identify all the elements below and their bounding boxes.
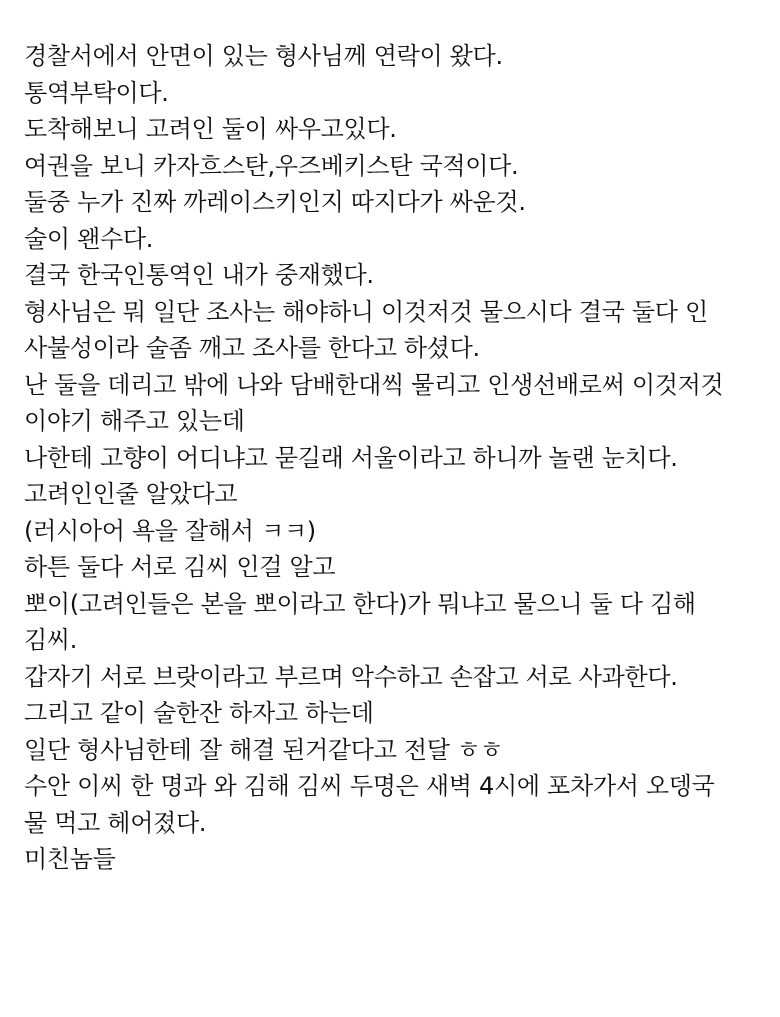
post-line-4: 여권을 보니 카자흐스탄,우즈베키스탄 국적이다. xyxy=(24,151,519,180)
post-line-8: 형사님은 뭐 일단 조사는 해야하니 이것저것 물으시다 결국 둘다 인 사불성이라 술좀 깨고 조사를 한다고 하셨다. xyxy=(24,297,708,362)
post-line-13: 하튼 둘다 서로 김씨 인걸 알고 xyxy=(24,553,336,581)
post-line-11: 고려인인줄 알았다고 xyxy=(24,480,238,508)
post-line-18: 수안 이씨 한 명과 와 김해 김씨 두명은 새벽 4시에 포차가서 오뎅국 물 먹고 헤어졌다. xyxy=(24,772,715,837)
post-line-10: 나한테 고향이 어디냐고 묻길래 서울이라고 하니까 놀랜 눈치다. xyxy=(24,443,678,472)
post-line-16: 그리고 같이 술한잔 하자고 하는데 xyxy=(24,699,374,727)
post-line-6: 술이 왠수다. xyxy=(24,224,154,253)
post-line-12: (러시아어 욕을 잘해서 ㅋㅋ) xyxy=(24,516,316,545)
post-line-19: 미친놈들 xyxy=(24,845,116,873)
post-line-17: 일단 형사님한테 잘 해결 된거같다고 전달 ㅎㅎ xyxy=(24,735,503,764)
post-line-14: 뽀이(고려인들은 본을 뽀이라고 한다)가 뭐냐고 물으니 둘 다 김해 김씨. xyxy=(24,589,696,654)
post-line-1: 경찰서에서 안면이 있는 형사님께 연락이 왔다. xyxy=(24,42,503,70)
post-line-15: 갑자기 서로 브랏이라고 부르며 악수하고 손잡고 서로 사과한다. xyxy=(24,662,678,691)
post-line-3: 도착해보니 고려인 둘이 싸우고있다. xyxy=(24,115,397,143)
post-line-5: 둘중 누가 진짜 까레이스키인지 따지다가 싸운것. xyxy=(24,188,526,216)
post-body xyxy=(24,38,764,878)
post-line-7: 결국 한국인통역인 내가 중재했다. xyxy=(24,261,374,289)
post-line-2: 통역부탁이다. xyxy=(24,78,169,107)
post-line-9: 난 둘을 데리고 밖에 나와 담배한대씩 물리고 인생선배로써 이것저것 이야기 해주고 있는데 xyxy=(24,370,724,435)
